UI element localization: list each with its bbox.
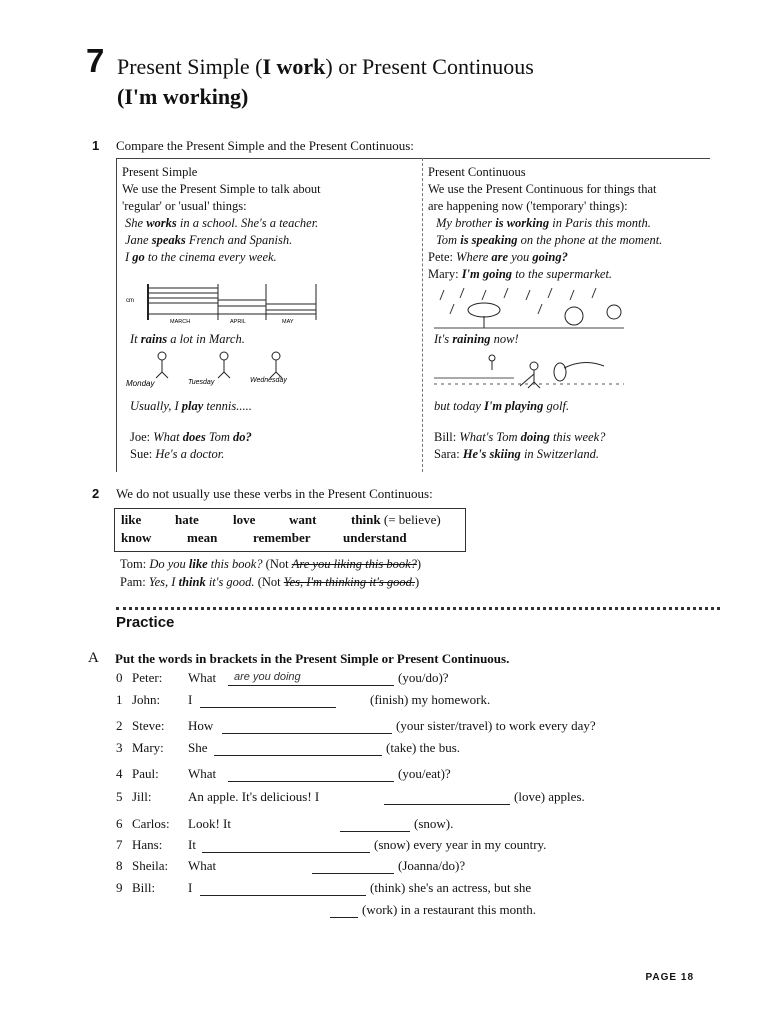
section-1-intro: Compare the Present Simple and the Present Continuous: bbox=[116, 138, 414, 153]
item-number: 1 bbox=[116, 692, 123, 707]
left-example-2: Jane speaks French and Spanish. bbox=[125, 233, 293, 247]
box-column-divider bbox=[422, 158, 423, 472]
item-speaker: Carlos: bbox=[132, 816, 170, 831]
answer-blank[interactable] bbox=[384, 790, 510, 805]
item-text: It bbox=[188, 837, 196, 852]
answer-blank[interactable] bbox=[214, 741, 382, 756]
exercise-item-5 bbox=[0, 789, 768, 809]
title-part: Present Simple ( bbox=[117, 54, 263, 79]
answer-blank[interactable] bbox=[200, 693, 336, 708]
left-heading: Present Simple bbox=[122, 165, 198, 179]
exercise-item-7 bbox=[0, 837, 768, 857]
left-desc-2: 'regular' or 'usual' things: bbox=[122, 199, 247, 213]
unit-number: 7 bbox=[86, 42, 105, 79]
item-text: I bbox=[188, 880, 193, 895]
answer-blank[interactable] bbox=[202, 838, 370, 853]
practice-divider bbox=[116, 607, 720, 610]
exercise-letter: A bbox=[88, 650, 99, 666]
item-text: Look! It bbox=[188, 816, 231, 831]
item-text: An apple. It's delicious! I bbox=[188, 789, 320, 804]
item-speaker: Peter: bbox=[132, 670, 163, 685]
verb-like: like bbox=[121, 512, 142, 527]
verb-love: love bbox=[233, 512, 256, 527]
item-hint: (finish) my homework. bbox=[370, 692, 491, 707]
right-heading: Present Continuous bbox=[428, 165, 526, 179]
item-speaker: John: bbox=[132, 692, 161, 707]
verb-know: know bbox=[121, 530, 152, 545]
box-left-rule bbox=[116, 158, 117, 472]
left-example-1: She works in a school. She's a teacher. bbox=[125, 216, 319, 230]
verb-understand: understand bbox=[343, 530, 407, 545]
item-hint: (you/eat)? bbox=[398, 766, 451, 781]
item-hint: (snow). bbox=[414, 816, 454, 831]
present-simple-column bbox=[122, 164, 418, 266]
tom-example: Tom: Do you like this book? (Not Are you liking this book?) bbox=[120, 557, 422, 571]
item-speaker: Hans: bbox=[132, 837, 163, 852]
item-number: 6 bbox=[116, 816, 123, 831]
item-hint: (Joanna/do)? bbox=[398, 858, 466, 873]
answer-blank[interactable] bbox=[200, 881, 366, 896]
item-hint: (think) she's an actress, but she bbox=[370, 880, 532, 895]
stative-verbs-box bbox=[114, 508, 466, 552]
item-speaker: Paul: bbox=[132, 766, 159, 781]
exercise-item-3 bbox=[0, 740, 768, 760]
item-text: What bbox=[188, 766, 217, 781]
item-text: I bbox=[188, 692, 193, 707]
rain-calendar-illustration bbox=[126, 280, 326, 330]
cal-cm-label: cm bbox=[126, 298, 134, 304]
exercise-item-0 bbox=[0, 670, 768, 690]
golf-illustration bbox=[434, 352, 624, 394]
answer-blank[interactable] bbox=[222, 719, 392, 734]
page-number: PAGE 18 bbox=[645, 972, 694, 983]
item-text: What bbox=[188, 670, 217, 685]
item-text: She bbox=[188, 740, 208, 755]
unit-title bbox=[117, 52, 534, 112]
pam-example: Pam: Yes, I think it's good. (Not Yes, I'm thinking it's good.) bbox=[120, 575, 420, 589]
title-part-bold: I work bbox=[262, 54, 326, 79]
item-number: 5 bbox=[116, 789, 123, 804]
tennis-days-illustration bbox=[126, 348, 326, 394]
exercise-item-9 bbox=[0, 880, 768, 900]
left-dialogue-sue: Sue: He's a doctor. bbox=[130, 447, 225, 461]
right-example-3: Pete: Where are you going? bbox=[428, 250, 568, 264]
left-tennis-sentence: Usually, I play tennis..... bbox=[130, 399, 252, 413]
day-monday: Monday bbox=[126, 379, 155, 388]
right-rain-sentence: It's raining now! bbox=[434, 332, 519, 346]
item-speaker: Mary: bbox=[132, 740, 164, 755]
answer-blank[interactable] bbox=[330, 903, 358, 918]
left-dialogue bbox=[130, 429, 252, 463]
item-hint: (you/do)? bbox=[398, 670, 449, 685]
item-hint: (love) apples. bbox=[514, 789, 585, 804]
verb-hate: hate bbox=[175, 512, 199, 527]
item-number: 0 bbox=[116, 670, 123, 685]
section-2-number: 2 bbox=[92, 486, 100, 501]
exercise-item-6 bbox=[0, 816, 768, 836]
item-number: 3 bbox=[116, 740, 123, 755]
answer-blank[interactable] bbox=[228, 767, 394, 782]
exercise-item-2 bbox=[0, 718, 768, 738]
title-line2: (I'm working) bbox=[117, 84, 249, 109]
right-desc-2: are happening now ('temporary' things): bbox=[428, 199, 628, 213]
verb-think: think (= believe) bbox=[351, 512, 441, 527]
left-example-3: I go to the cinema every week. bbox=[125, 250, 277, 264]
answer-blank[interactable] bbox=[340, 817, 410, 832]
item-number: 8 bbox=[116, 858, 123, 873]
verb-mean: mean bbox=[187, 530, 218, 545]
day-wednesday: Wednesday bbox=[250, 377, 287, 384]
cal-month-april: APRIL bbox=[230, 319, 246, 325]
answer-blank[interactable] bbox=[312, 859, 394, 874]
item-number: 2 bbox=[116, 718, 123, 733]
day-tuesday: Tuesday bbox=[188, 379, 215, 386]
verb-remember: remember bbox=[253, 530, 311, 545]
exercise-item-1 bbox=[0, 692, 768, 712]
title-part: ) or Present Continuous bbox=[325, 54, 534, 79]
item-hint: (take) the bus. bbox=[386, 740, 461, 755]
box-top-rule bbox=[116, 158, 710, 159]
item-text: What bbox=[188, 858, 217, 873]
cal-month-may: MAY bbox=[282, 319, 294, 325]
item-speaker: Jill: bbox=[132, 789, 152, 804]
right-dialogue-sara: Sara: He's skiing in Switzerland. bbox=[434, 447, 599, 461]
left-desc-1: We use the Present Simple to talk about bbox=[122, 182, 321, 196]
exercise-instruction: Put the words in brackets in the Present Simple or Present Continuous. bbox=[115, 651, 510, 666]
item-number: 9 bbox=[116, 880, 123, 895]
verb-want: want bbox=[289, 512, 317, 527]
left-dialogue-joe: Joe: What does Tom do? bbox=[130, 430, 252, 444]
item-speaker: Bill: bbox=[132, 880, 156, 895]
comparison-box bbox=[116, 158, 710, 472]
left-rain-sentence: It rains a lot in March. bbox=[130, 332, 245, 346]
item-speaker: Sheila: bbox=[132, 858, 169, 873]
rain-illustration bbox=[434, 286, 624, 332]
item-speaker: Steve: bbox=[132, 718, 165, 733]
exercise-item-9-continued bbox=[0, 902, 768, 922]
item-hint: (snow) every year in my country. bbox=[374, 837, 547, 852]
right-example-2: Tom is speaking on the phone at the moment. bbox=[436, 233, 663, 247]
exercise-item-8 bbox=[0, 858, 768, 878]
item-number: 4 bbox=[116, 766, 123, 781]
item-text: How bbox=[188, 718, 214, 733]
answer-blank[interactable] bbox=[228, 671, 394, 686]
section-1-number: 1 bbox=[92, 138, 100, 153]
practice-heading: Practice bbox=[116, 614, 175, 631]
right-golf-sentence: but today I'm playing golf. bbox=[434, 399, 570, 413]
cal-month-march: MARCH bbox=[170, 319, 191, 325]
right-dialogue bbox=[434, 429, 605, 463]
exercise-item-4 bbox=[0, 766, 768, 786]
section-2-intro: We do not usually use these verbs in the Present Continuous: bbox=[116, 486, 433, 501]
item-hint: (work) in a restaurant this month. bbox=[362, 902, 537, 917]
present-continuous-column bbox=[428, 164, 710, 283]
right-dialogue-bill: Bill: What's Tom doing this week? bbox=[434, 430, 606, 444]
answer-text: are you doing bbox=[234, 671, 301, 683]
item-number: 7 bbox=[116, 837, 123, 852]
right-example-4: Mary: I'm going to the supermarket. bbox=[428, 267, 613, 281]
right-desc-1: We use the Present Continuous for things that bbox=[428, 182, 657, 196]
right-example-1: My brother is working in Paris this month. bbox=[436, 216, 651, 230]
item-hint: (your sister/travel) to work every day? bbox=[396, 718, 596, 733]
